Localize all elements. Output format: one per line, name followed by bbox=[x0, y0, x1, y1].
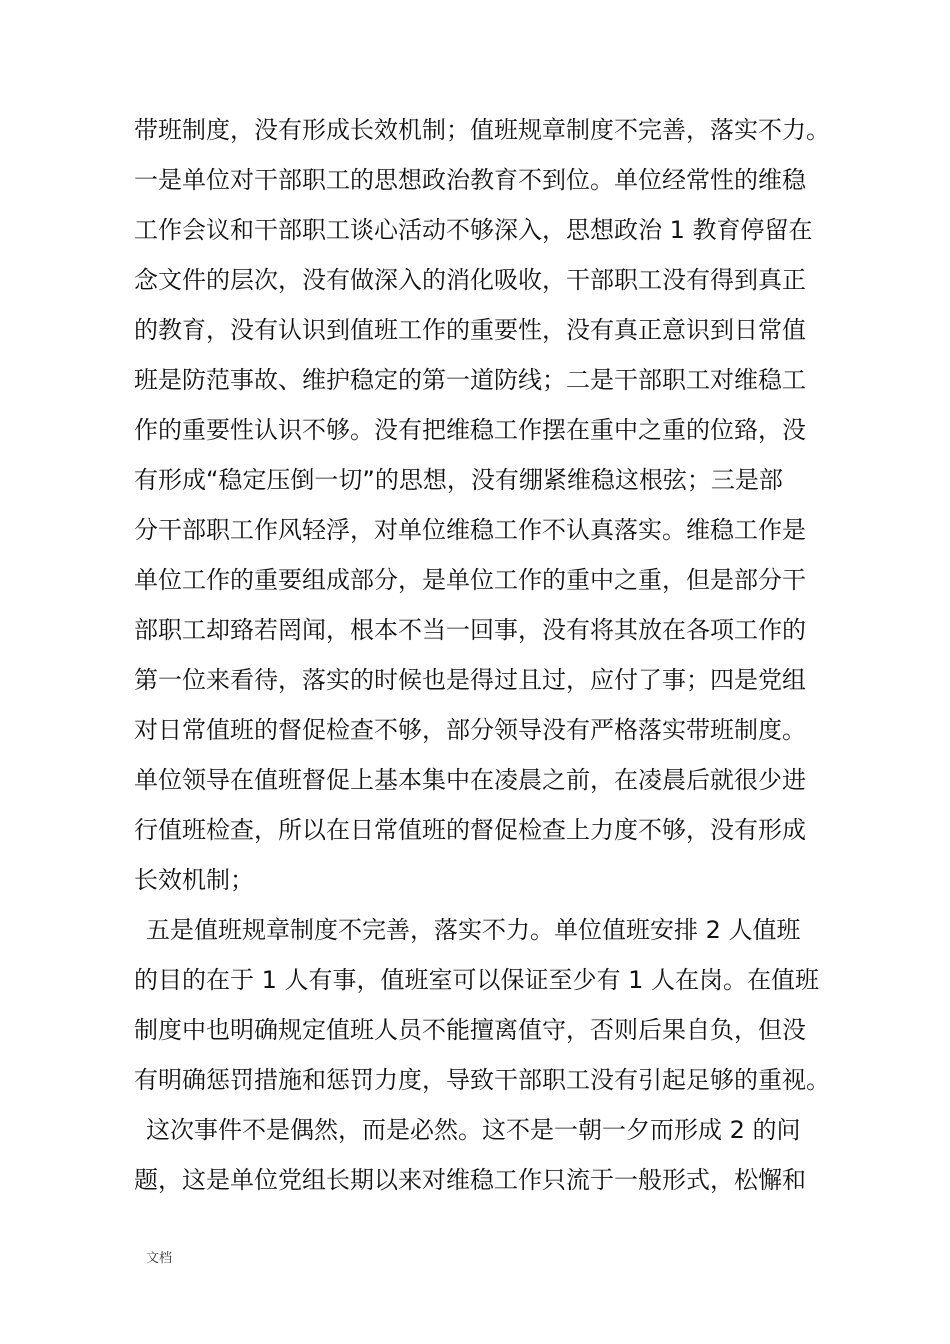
body-line-8: 有形成“稳定压倒一切”的思想，没有绷紧维稳这根弦；三是部 bbox=[134, 466, 783, 494]
body-line-20: 有明确惩罚措施和惩罚力度，导致干部职工没有引起足够的重视。 bbox=[134, 1066, 830, 1094]
body-line-13: 对日常值班的督促检查不够，部分领导没有严格落实带班制度。 bbox=[134, 716, 806, 744]
body-line-14: 单位领导在值班督促上基本集中在凌晨之前，在凌晨后就很少进 bbox=[134, 766, 806, 794]
body-line-10: 单位工作的重要组成部分，是单位工作的重中之重，但是部分干 bbox=[134, 566, 806, 594]
body-line-9: 分干部职工作风轻浮，对单位维稳工作不认真落实。维稳工作是 bbox=[134, 516, 806, 544]
body-line-1: 带班制度，没有形成长效机制；值班规章制度不完善，落实不力。 bbox=[134, 116, 830, 144]
body-line-12: 第一位来看待，落实的时候也是得过且过，应付了事；四是党组 bbox=[134, 666, 806, 694]
body-line-6: 班是防范事故、维护稳定的第一道防线；二是干部职工对维稳工 bbox=[134, 366, 806, 394]
body-line-5: 的教育，没有认识到值班工作的重要性，没有真正意识到日常值 bbox=[134, 316, 806, 344]
body-line-22: 题，这是单位党组长期以来对维稳工作只流于一般形式，松懈和 bbox=[134, 1166, 806, 1194]
body-line-16: 长效机制； bbox=[134, 866, 254, 894]
body-line-2: 一是单位对干部职工的思想政治教育不到位。单位经常性的维稳 bbox=[134, 166, 806, 194]
body-line-18: 的目的在于 1 人有事，值班室可以保证至少有 1 人在岗。在值班 bbox=[134, 966, 820, 994]
body-line-15: 行值班检查，所以在日常值班的督促检查上力度不够，没有形成 bbox=[134, 816, 806, 844]
body-line-17: 五是值班规章制度不完善，落实不力。单位值班安排 2 人值班 bbox=[146, 916, 801, 944]
body-line-11: 部职工却臵若罔闻，根本不当一回事，没有将其放在各项工作的 bbox=[134, 616, 806, 644]
body-line-21: 这次事件不是偶然，而是必然。这不是一朝一夕而形成 2 的问 bbox=[146, 1116, 801, 1144]
body-line-7: 作的重要性认识不够。没有把维稳工作摆在重中之重的位臵，没 bbox=[134, 416, 806, 444]
body-line-4: 念文件的层次，没有做深入的消化吸收，干部职工没有得到真正 bbox=[134, 266, 806, 294]
body-line-3: 工作会议和干部职工谈心活动不够深入，思想政治 1 教育停留在 bbox=[134, 216, 813, 244]
page-footer-label: 文档 bbox=[146, 1251, 173, 1266]
body-line-19: 制度中也明确规定值班人员不能擅离值守，否则后果自负，但没 bbox=[134, 1016, 806, 1044]
